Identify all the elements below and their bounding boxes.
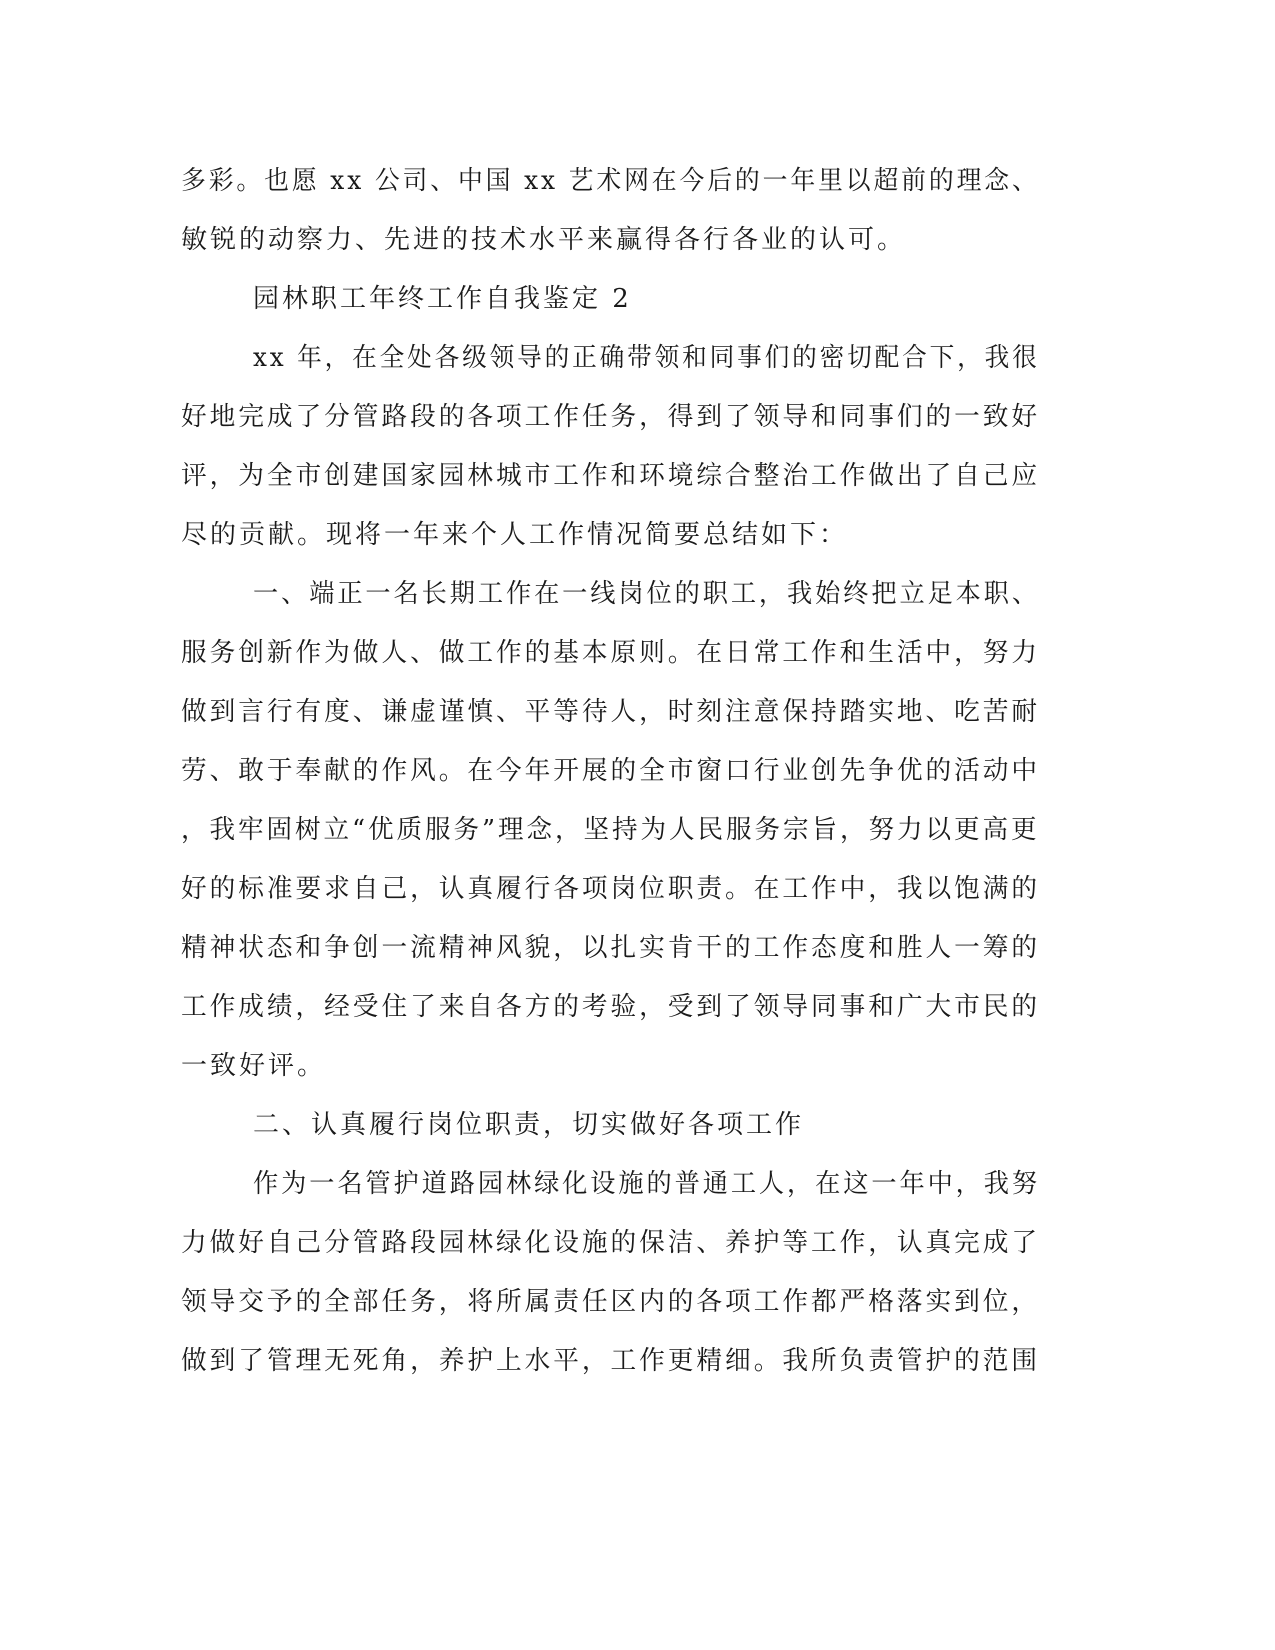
section-heading: 园林职工年终工作自我鉴定 2 <box>253 284 632 314</box>
text-line-14: 精神状态和争创一流精神风貌，以扎实肯干的工作态度和胜人一筹的 <box>181 933 1041 963</box>
subsection-heading: 二、认真履行岗位职责，切实做好各项工作 <box>253 1110 805 1140</box>
text-line-10: 做到言行有度、谦虚谨慎、平等待人，时刻注意保持踏实地、吃苦耐 <box>181 697 1041 727</box>
text-line-1: 多彩。也愿 xx 公司、中国 xx 艺术网在今后的一年里以超前的理念、 <box>181 166 1040 196</box>
text-line-13: 好的标准要求自己，认真履行各项岗位职责。在工作中，我以饱满的 <box>181 874 1041 904</box>
text-line-11: 劳、敢于奉献的作风。在今年开展的全市窗口行业创先争优的活动中 <box>181 756 1041 786</box>
text-line-21: 做到了管理无死角，养护上水平，工作更精细。我所负责管护的范围 <box>181 1346 1041 1376</box>
text-line-20: 领导交予的全部任务，将所属责任区内的各项工作都严格落实到位， <box>181 1287 1041 1317</box>
text-line-12: ，我牢固树立“优质服务”理念，坚持为人民服务宗旨，努力以更高更 <box>181 815 1040 845</box>
text-line-7: 尽的贡献。现将一年来个人工作情况简要总结如下： <box>181 520 849 550</box>
text-line-4: xx 年，在全处各级领导的正确带领和同事们的密切配合下，我很 <box>253 343 1040 373</box>
text-line-19: 力做好自己分管路段园林绿化设施的保洁、养护等工作，认真完成了 <box>181 1228 1041 1258</box>
text-line-18: 作为一名管护道路园林绿化设施的普通工人，在这一年中，我努 <box>253 1169 1041 1199</box>
text-line-5: 好地完成了分管路段的各项工作任务，得到了领导和同事们的一致好 <box>181 402 1041 432</box>
text-line-8: 一、端正一名长期工作在一线岗位的职工，我始终把立足本职、 <box>253 579 1041 609</box>
text-line-6: 评，为全市创建国家园林城市工作和环境综合整治工作做出了自己应 <box>181 461 1041 491</box>
text-line-2: 敏锐的动察力、先进的技术水平来赢得各行各业的认可。 <box>181 225 907 255</box>
text-line-9: 服务创新作为做人、做工作的基本原则。在日常工作和生活中，努力 <box>181 638 1041 668</box>
text-line-16: 一致好评。 <box>181 1051 327 1081</box>
text-line-15: 工作成绩，经受住了来自各方的考验，受到了领导同事和广大市民的 <box>181 992 1041 1022</box>
